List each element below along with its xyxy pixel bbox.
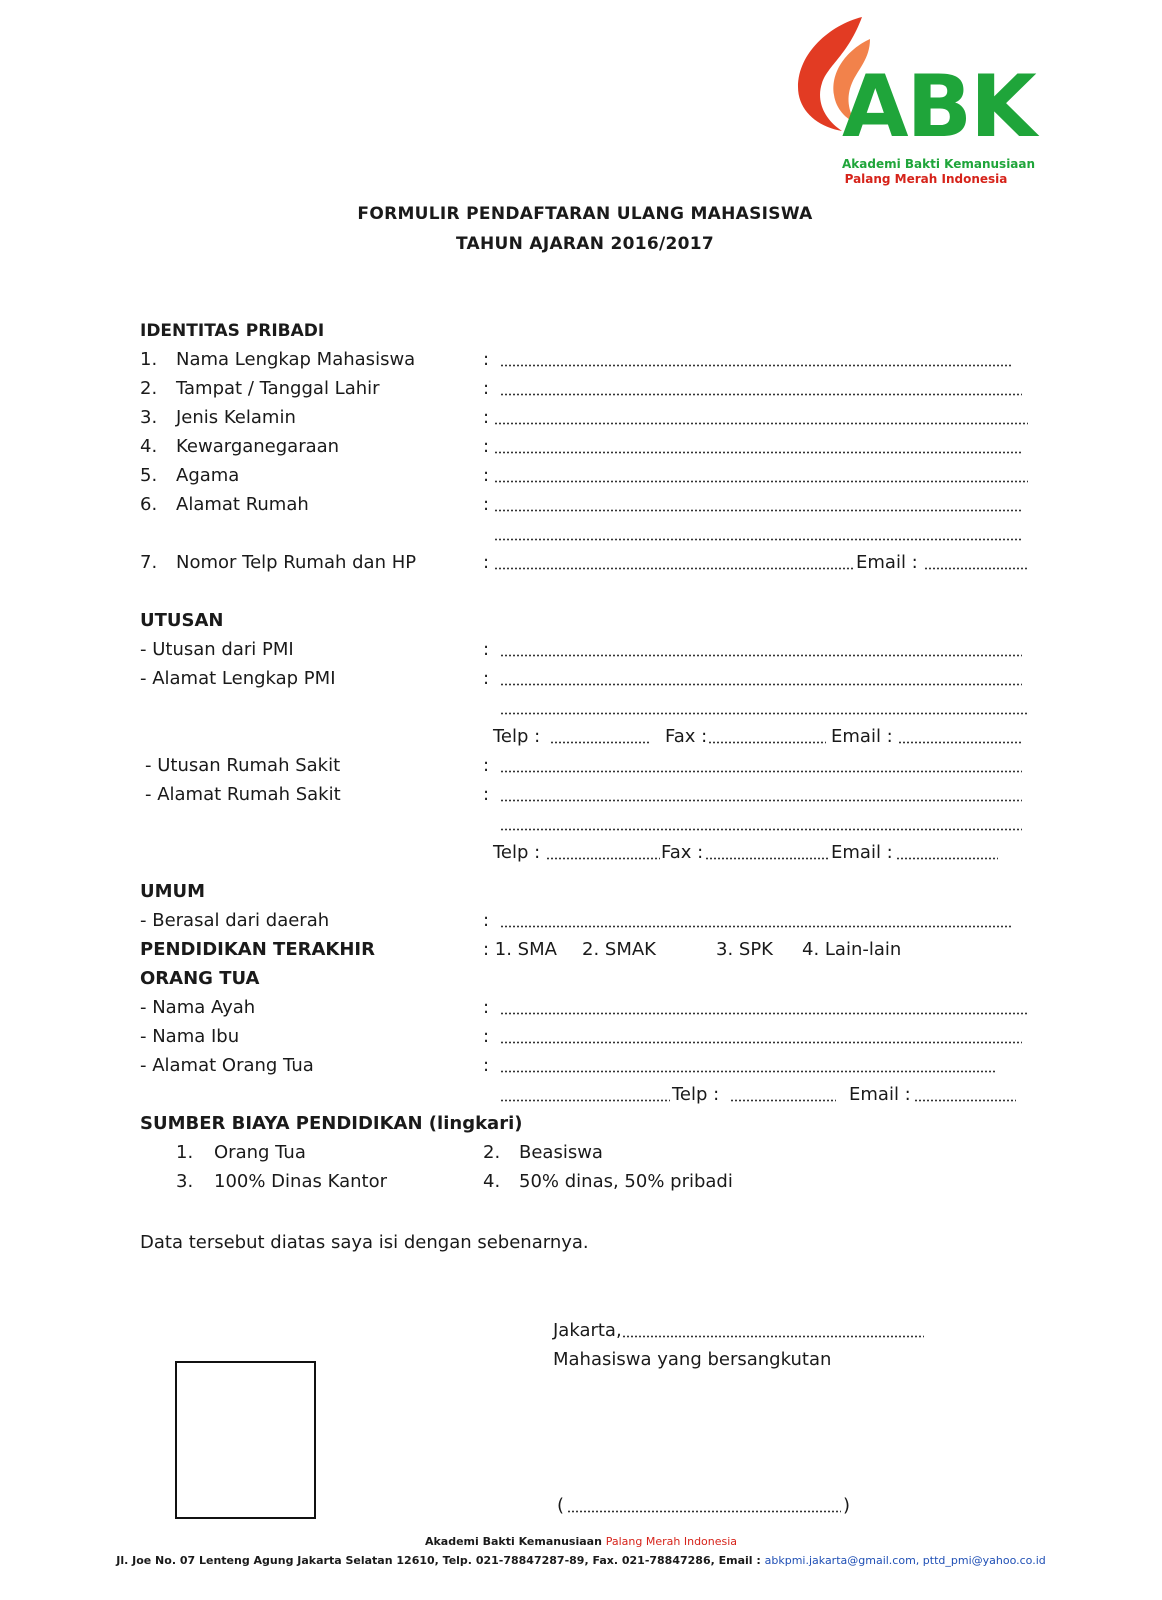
label-alamat-rs: - Alamat Rumah Sakit [145,784,341,805]
email-label: Email : [831,842,893,863]
field-rs-telp[interactable] [546,857,660,860]
item-number: 1. [176,1142,194,1163]
option-dinas-pribadi[interactable]: 50% dinas, 50% pribadi [519,1171,733,1192]
item-number: 7. [140,552,158,573]
colon: : [483,494,490,515]
telp-label: Telp : [493,726,541,747]
field-nama-ibu[interactable] [500,1041,1022,1044]
fax-label: Fax : [661,842,704,863]
orangtua-heading: ORANG TUA [140,968,260,989]
footer-emails[interactable]: abkpmi.jakarta@gmail.com, pttd_pmi@yahoo.co.id [764,1554,1046,1567]
signature-role: Mahasiswa yang bersangkutan [553,1349,832,1370]
item-number: 6. [140,494,158,515]
field-rs-fax[interactable] [705,857,829,860]
field-alamat-rumah-1[interactable] [494,509,1022,512]
field-nama-lengkap[interactable] [500,364,1012,367]
label-berasal-daerah: - Berasal dari daerah [140,910,330,931]
field-alamat-pmi-2[interactable] [500,712,1028,715]
label-utusan-pmi: - Utusan dari PMI [140,639,294,660]
label-alamat-rumah: Alamat Rumah [176,494,309,515]
colon: : [483,436,490,457]
option-orang-tua[interactable]: Orang Tua [214,1142,306,1163]
field-orangtua-telp[interactable] [730,1099,836,1102]
field-pmi-email[interactable] [898,741,1022,744]
colon: : [483,997,490,1018]
colon: : [483,1055,490,1076]
footer-address-text: Jl. Joe No. 07 Lenteng Agung Jakarta Selatan 12610, Telp. 021-78847287-89, Fax. 021-78847286, Email : [116,1554,765,1567]
form-title: FORMULIR PENDAFTARAN ULANG MAHASISWA [357,204,813,224]
field-utusan-rs[interactable] [500,770,1022,773]
logo-subtitle-1: Akademi Bakti Kemanusiaan [842,157,1036,171]
field-tempat-tanggal-lahir[interactable] [500,393,1022,396]
field-alamat-pmi-1[interactable] [500,683,1022,686]
label-tempat-tanggal-lahir: Tampat / Tanggal Lahir [176,378,380,399]
signature-close-paren: ) [843,1495,851,1516]
sumber-heading: SUMBER BIAYA PENDIDIKAN (lingkari) [140,1113,523,1134]
item-number: 5. [140,465,158,486]
field-alamat-orangtua-1[interactable] [500,1070,996,1073]
field-alamat-orangtua-2[interactable] [500,1099,670,1102]
field-jenis-kelamin[interactable] [494,422,1028,425]
email-label: Email : [856,552,918,573]
telp-label: Telp : [493,842,541,863]
label-utusan-rs: - Utusan Rumah Sakit [145,755,341,776]
identitas-heading: IDENTITAS PRIBADI [140,321,325,341]
field-rs-email[interactable] [896,857,998,860]
colon: : [483,668,490,689]
option-spk[interactable]: 3. SPK [716,939,773,960]
footer-institution-name: Akademi Bakti Kemanusiaan [424,1535,606,1548]
label-jenis-kelamin: Jenis Kelamin [176,407,296,428]
utusan-heading: UTUSAN [140,610,224,631]
label-nama-lengkap: Nama Lengkap Mahasiswa [176,349,416,370]
fax-label: Fax : [665,726,708,747]
label-nama-ayah: - Nama Ayah [140,997,256,1018]
option-sma[interactable]: : 1. SMA [483,939,557,960]
field-orangtua-email[interactable] [914,1099,1016,1102]
telp-label: Telp : [672,1084,720,1105]
colon: : [483,465,490,486]
logo-subtitle-2: Palang Merah Indonesia [844,172,1008,186]
item-number: 3. [176,1171,194,1192]
colon: : [483,784,490,805]
field-nomor-telp[interactable] [494,567,854,570]
option-dinas-kantor[interactable]: 100% Dinas Kantor [214,1171,387,1192]
item-number: 4. [483,1171,501,1192]
colon: : [483,378,490,399]
field-kewarganegaraan[interactable] [494,451,1022,454]
field-alamat-rumah-2[interactable] [494,538,1022,541]
colon: : [483,349,490,370]
email-label: Email : [849,1084,911,1105]
option-smak[interactable]: 2. SMAK [582,939,656,960]
field-nama-ayah[interactable] [500,1012,1028,1015]
footer-institution [0,1535,1162,1548]
label-kewarganegaraan: Kewarganegaraan [176,436,340,457]
label-alamat-pmi: - Alamat Lengkap PMI [140,668,336,689]
pendidikan-heading: PENDIDIKAN TERAKHIR [140,939,375,960]
option-lain-lain[interactable]: 4. Lain-lain [802,939,902,960]
item-number: 2. [483,1142,501,1163]
colon: : [483,552,490,573]
signature-open-paren: ( [557,1495,565,1516]
field-email[interactable] [924,567,1028,570]
colon: : [483,639,490,660]
email-label: Email : [831,726,893,747]
field-pmi-telp[interactable] [550,741,650,744]
colon: : [483,755,490,776]
footer-address [0,1554,1162,1567]
field-utusan-pmi[interactable] [500,654,1022,657]
item-number: 1. [140,349,158,370]
item-number: 4. [140,436,158,457]
statement-text: Data tersebut diatas saya isi dengan sebenarnya. [140,1232,589,1253]
item-number: 3. [140,407,158,428]
colon: : [483,910,490,931]
photo-box [175,1361,316,1519]
option-beasiswa[interactable]: Beasiswa [519,1142,603,1163]
signature-place: Jakarta, [553,1320,622,1341]
field-berasal-daerah[interactable] [500,925,1012,928]
field-signature-name[interactable] [567,1510,841,1513]
colon: : [483,1026,490,1047]
label-agama: Agama [176,465,240,486]
label-alamat-orangtua: - Alamat Orang Tua [140,1055,314,1076]
colon: : [483,407,490,428]
umum-heading: UMUM [140,881,206,902]
form-subtitle: TAHUN AJARAN 2016/2017 [455,234,715,254]
field-alamat-rs-1[interactable] [500,799,1022,802]
field-pmi-fax[interactable] [708,741,826,744]
field-signature-date[interactable] [622,1335,924,1338]
label-nama-ibu: - Nama Ibu [140,1026,240,1047]
field-agama[interactable] [494,480,1028,483]
field-alamat-rs-2[interactable] [500,828,1022,831]
footer-institution-pmi: Palang Merah Indonesia [605,1535,738,1548]
label-nomor-telp: Nomor Telp Rumah dan HP [176,552,417,573]
logo-letters: ABK [842,57,1035,157]
item-number: 2. [140,378,158,399]
